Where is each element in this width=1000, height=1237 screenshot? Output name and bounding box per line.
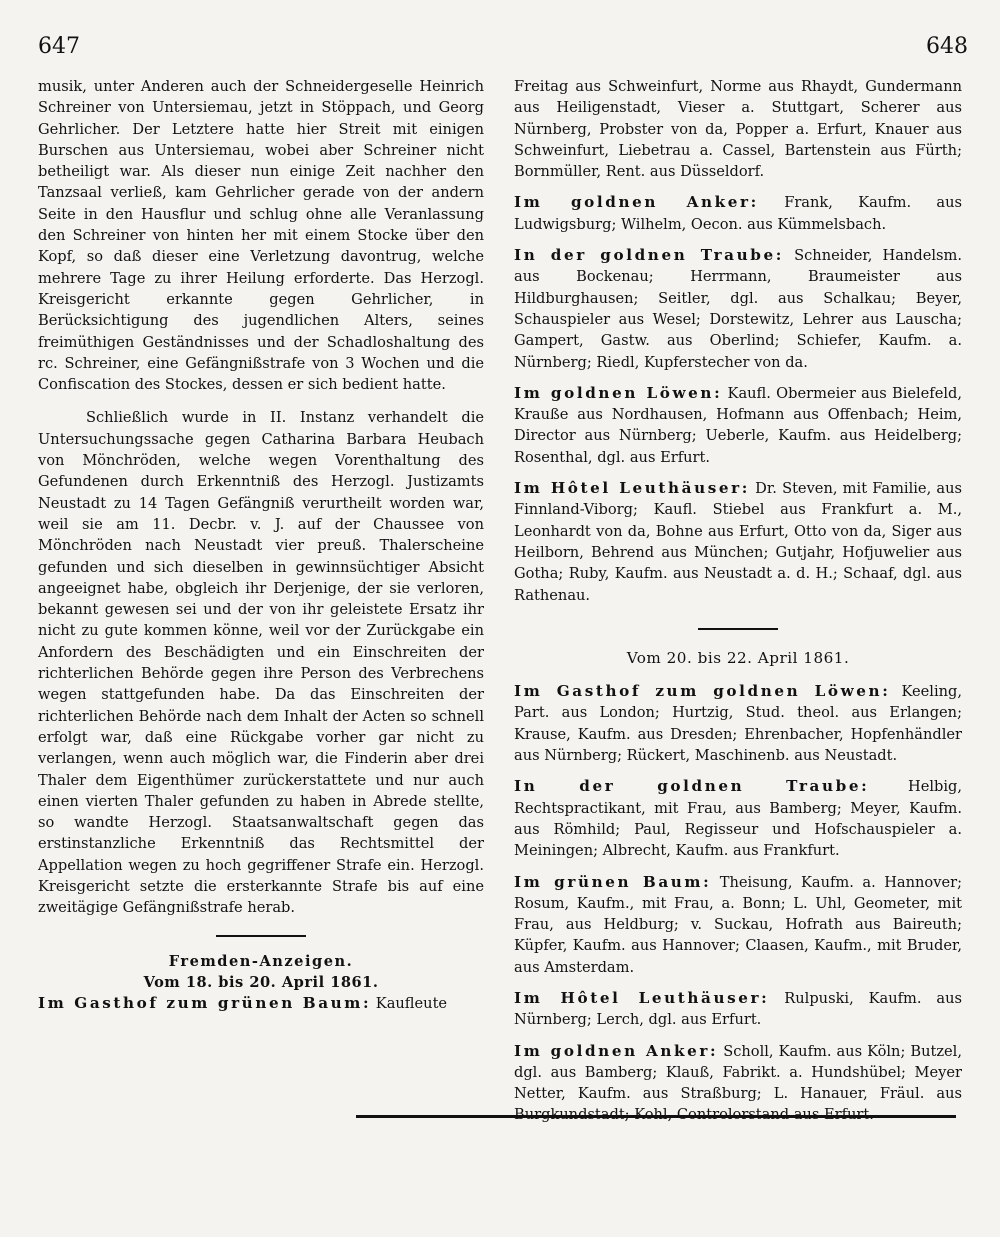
- hotel-name: Im Hôtel Leuthäuser:: [514, 988, 770, 1007]
- section-divider: [216, 935, 306, 937]
- hotel-name: Im Hôtel Leuthäuser:: [514, 479, 750, 498]
- hotel-name: In der goldnen Traube:: [514, 777, 870, 796]
- guest-list: Schneider, Handelsm. aus Bockenau; Herrmann, Braumeister aus Hildburghausen; Seitler, dgl. aus Schalkau; Beyer, Schauspieler aus Wesel; Dorstewitz, Lehrer aus Lauscha; Gampert, Gastw. aus Oberlind; Schiefer, Kaufm. a. Nürnberg; Riedl, Kupferstecher von da.: [514, 247, 962, 371]
- hotel-entry: [514, 192, 962, 235]
- hotel-entry: [514, 872, 962, 978]
- hotel-entry: [514, 1041, 962, 1126]
- hotel-name: Im Gasthof zum grünen Baum:: [38, 994, 372, 1013]
- hotel-entry: [514, 681, 962, 766]
- court-report-paragraph-2: Schließlich wurde in II. Instanz verhandelt die Untersuchungssache gegen Catharina Barbara Heubach von Mönchröden, welche wegen Vorenthaltung des Gefundenen durch Erkenntniß des Herzogl. Justizamts Neustadt zu 14 Tagen Gefängniß verurtheilt worden war, weil sie am 11. Decbr. v. J. auf der Chaussee von Mönchröden nach Neustadt vier preuß. Thalerscheine gefunden und sich dieselben in gewinnsüchtiger Absicht angeeignet habe, obgleich ihr Derjenige, der sie verloren, bekannt gewesen sei und der von ihr geleistete Ersatz ihr nicht zu gute kommen könne, weil vor der Zurückgabe ein Anfordern des Beschädigten und ein Einschreiten der richterlichen Behörde gegen ihre Person des Verbrechens wegen stattgefunden habe. Da das Einschreiten der richterlichen Behörde nach dem Inhalt der Acten so schnell erfolgt war, daß eine Rückgabe vorher gar nicht zu verlangen, wenn auch möglich war, die Finderin aber drei Thaler dem Eigenthümer zurückerstattete und nur auch einen vierten Thaler gefunden zu haben in Abrede stellte, so wandte Herzogl. Staatsanwaltschaft gegen das erstinstanzliche Erkenntniß das Rechtsmittel der Appellation wegen zu hoch gegriffener Strafe ein. Herzogl. Kreisgericht setzte die ersterkannte Strafe bis auf eine zweitägige Gefängnißstrafe herab.: [38, 409, 484, 917]
- guest-list: Theisung, Kaufm. a. Hannover; Rosum, Kaufm., mit Frau, a. Bonn; L. Uhl, Geometer, mit Frau, aus Heldburg; v. Suckau, Hofrath aus Baireuth; Küpfer, Kaufm. aus Hannover; Claasen, Kaufm., mit Bruder, aus Amsterdam.: [514, 873, 962, 976]
- hotel-entry: [514, 383, 962, 468]
- hotel-entry: [514, 478, 962, 606]
- guest-entries-second: [514, 681, 962, 1126]
- date-range-heading-2: Vom 20. bis 22. April 1861.: [626, 648, 850, 667]
- guest-list: Keeling, Part. aus London; Hurtzig, Stud. theol. aus Erlangen; Krause, Kaufm. aus Dresden; Ehrenbacher, Hopfenhändler aus Nürnberg; Rückert, Maschinenb. aus Neustadt.: [514, 683, 963, 765]
- guest-list: Helbig, Rechtspractikant, mit Frau, aus Bamberg; Meyer, Kaufm. aus Römhild; Paul, Regisseur und Hofschauspieler a. Meiningen; Albrecht, Kaufm. aus Frankfurt.: [514, 778, 962, 860]
- guest-list: Scholl, Kaufm. aus Köln; Butzel, dgl. aus Bamberg; Klauß, Fabrikt. a. Hundshübel; Meyer Netter, Kaufm. aus Straßburg; L. Hanauer, Fräul. aus Burgkundstadt; Kohl, Controlorstand aus Erfurt.: [514, 1042, 962, 1124]
- guest-list: Kaufleute: [375, 995, 448, 1013]
- hotel-entry: [38, 993, 484, 1014]
- date-range-heading: Vom 18. bis 20. April 1861.: [143, 973, 379, 991]
- hotel-name: Im goldnen Anker:: [514, 1041, 719, 1060]
- hotel-entry: [514, 245, 962, 373]
- page-end-rule: [356, 1115, 956, 1118]
- guest-list: Kaufl. Obermeier aus Bielefeld, Krauße aus Nordhausen, Hofmann aus Offenbach; Heim, Director aus Nürnberg; Ueberle, Kaufm. aus Heidelberg; Rosenthal, dgl. aus Erfurt.: [514, 384, 962, 466]
- page-number-left: 647: [38, 34, 80, 59]
- page-number-right: 648: [926, 34, 968, 59]
- hotel-entry: [514, 988, 962, 1031]
- section-title: Fremden-Anzeigen.: [168, 952, 354, 970]
- left-column: [38, 76, 484, 1014]
- hotel-name: Im goldnen Anker:: [514, 193, 759, 212]
- guest-list: Dr. Steven, mit Familie, aus Finnland-Viborg; Kaufl. Stiebel aus Frankfurt a. M., Leonhardt von da, Bohne aus Erfurt, Otto von da, Siger aus Heilborn, Behrend aus München; Gutjahr, Hofjuwelier aus Gotha; Ruby, Kaufm. aus Neustadt a. d. H.; Schaaf, dgl. aus Rathenau.: [514, 480, 962, 604]
- hotel-name: Im goldnen Löwen:: [514, 383, 723, 402]
- guest-list: Rulpuski, Kaufm. aus Nürnberg; Lerch, dgl. aus Erfurt.: [514, 989, 963, 1029]
- guest-list: Frank, Kaufm. aus Ludwigsburg; Wilhelm, Oecon. aus Kümmelsbach.: [514, 194, 963, 233]
- right-column: [514, 76, 962, 1136]
- hotel-entry: [514, 776, 962, 861]
- hotel-name: Im grünen Baum:: [514, 872, 712, 891]
- court-report-paragraph-1: musik, unter Anderen auch der Schneidergeselle Heinrich Schreiner von Untersiemau, jetzt in Stöppach, und Georg Gehrlicher. Der Letztere hatte hier Streit mit einigen Burschen aus Untersiemau, wobei aber Schreiner nicht betheiligt war. Als dieser nun einige Zeit nachher den Tanzsaal verließ, kam Gehrlicher gerade von der andern Seite in den Hausflur und schlug ohne alle Veranlassung den Schreiner von hinten her mit einem Stocke über den Kopf, so daß dieser eine Verletzung davontrug, welche mehrere Tage zu ihrer Heilung erforderte. Das Herzogl. Kreisgericht erkannte gegen Gehrlicher, in Berücksichtigung des jugendlichen Alters, seines freimüthigen Geständnisses und der Schadloshaltung des rc. Schreiner, eine Gefängnißstrafe von 3 Wochen und die Confiscation des Stockes, dessen er sich bedient hatte.: [38, 78, 484, 394]
- guest-entries-first: [514, 192, 962, 605]
- guest-list-continued: Freitag aus Schweinfurt, Norme aus Rhaydt, Gundermann aus Heiligenstadt, Vieser a. Stuttgart, Scherer aus Nürnberg, Probster von da, Popper a. Erfurt, Knauer aus Schweinfurt, Liebetrau a. Cassel, Bartenstein aus Fürth; Bornmüller, Rent. aus Düsseldorf.: [514, 78, 962, 181]
- hotel-name: In der goldnen Traube:: [514, 246, 784, 265]
- hotel-name: Im Gasthof zum goldnen Löwen:: [514, 682, 891, 701]
- date-divider: [698, 628, 778, 630]
